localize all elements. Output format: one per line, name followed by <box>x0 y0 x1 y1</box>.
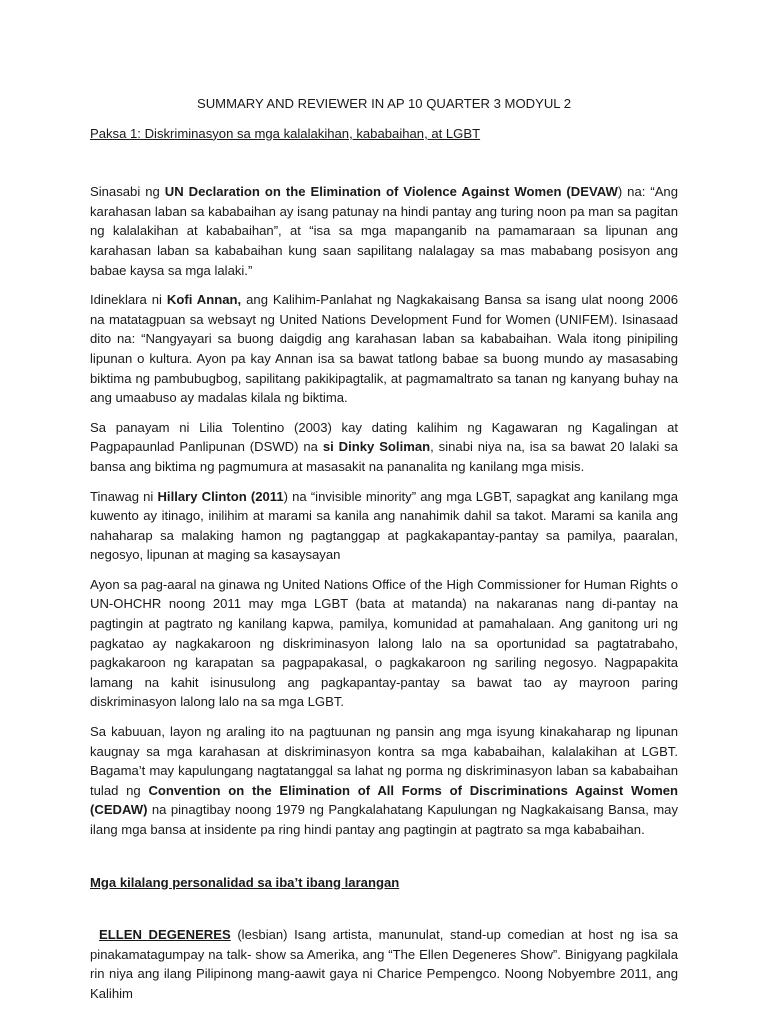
person-name: ELLEN DEGENERES <box>99 927 231 943</box>
document-content <box>90 94 678 1004</box>
paragraph-devaw: Sinasabi ng UN Declaration on the Elimination of Violence Against Women (DEVAW) na: “Ang karahasan laban sa kababaihan ay isang patunay na hindi pantay ang turing noon pa man sa pagitan ng kalalakihan at kababaihan”, at “isa sa mga mapanganib na pamamaraan sa lipunan ang karahasan laban sa kababaihan kung saan sapilitang nalalagay sa mas mababang posisyon ang babae kaysa sa mga lalaki.” <box>90 184 678 278</box>
paragraph-clinton: Tinawag ni Hillary Clinton (2011) na “invisible minority” ang mga LGBT, sapagkat ang kanilang mga kuwento ay itinago, inilihim at marami sa kanila ang nanahimik dahil sa takot. Marami sa kanila ang nahaharap sa malaking hamon ng pagtanggap at pagkakapantay-pantay sa pamilya, paaralan, negosyo, lipunan at maging sa kasaysayan <box>90 488 678 563</box>
topic-heading: Paksa 1: Diskriminasyon sa mga kalalakihan, kababaihan, at LGBT <box>90 125 481 141</box>
paragraph-ellen: ELLEN DEGENERES (lesbian) Isang artista, manunulat, stand-up comedian at host ng isa sa pinakamatagumpay na talk- show sa Amerika, ang “The Ellen Degeneres Show”. Binigyang pagkilala rin niya ang ilang Pilipinong mang-aawit gaya ni Charice Pempengco. Noong Nobyembre 2011, ang Kalihim <box>90 927 679 1001</box>
paragraph-soliman: Sa panayam ni Lilia Tolentino (2003) kay dating kalihim ng Kagawaran ng Kagalingan at Pagpapaunlad Panlipunan (DSWD) na si Dinky Soliman, sinabi niya na, isa sa bawat 20 lalaki sa bansa ang biktima ng pagmumura at masasakit na pananalita ng kanilang mga misis. <box>90 419 678 474</box>
paragraph-cedaw: Sa kabuuan, layon ng araling ito na pagtuunan ng pansin ang mga isyung kinakaharap ng lipunan kaugnay sa mga karahasan at diskriminasyon kontra sa mga kababaihan, kalalakihan at LGBT. Bagama’t may kapulungang nagtatanggal sa lahat ng porma ng diskriminasyon laban sa kababaihan tulad ng Convention on the Elimination of All Forms of Discriminations Against Women (CEDAW) na pinagtibay noong 1979 ng Pangkalahatang Kapulungan ng Nagkakaisang Bansa, may ilang mga bansa at insidente pa ring hindi pantay ang pagtingin at pagtrato sa mga kababaihan. <box>90 724 678 837</box>
document-title: SUMMARY AND REVIEWER IN AP 10 QUARTER 3 MODYUL 2 <box>196 96 571 111</box>
paragraph-annan: Idineklara ni Kofi Annan, ang Kalihim-Panlahat ng Nagkakaisang Bansa sa isang ulat noong 2006 na matatagpuan sa websayt ng United Nations Development Fund for Women (UNIFEM). Isinasaad dito na: “Nangyayari sa buong daigdig ang karahasan laban sa kababaihan. Wala itong pinipiling lipunan o kultura. Ayon pa kay Annan isa sa bawat tatlong babae sa buong mundo ay masasabing biktima ng pambubugbog, sapilitang pakikipagtalik, at pagmamaltrato sa tanan ng kanyang buhay na ang umaabuso ay madalas kilala ng biktima. <box>90 292 678 406</box>
section-heading: Mga kilalang personalidad sa iba’t ibang larangan <box>90 874 400 890</box>
paragraph-ohchr: Ayon sa pag-aaral na ginawa ng United Nations Office of the High Commissioner for Human Rights o UN-OHCHR noong 2011 may mga LGBT (bata at matanda) na nakaranas nang di-pantay na pagtingin at pagtrato ng kanilang kapwa, pamilya, komunidad at pamahalaan. Ang ganitong uri ng pagkatao ay nagkakaroon ng diskriminasyon lalong lalo na sa oportunidad sa pagtatrabaho, pagkakaroon ng karapatan sa pagpapakasal, o pagkakaroon ng sariling negosyo. Nagpapakita lamang na kahit isinusulong ang pagkapantay-pantay sa bawat tao ay mayroon paring diskriminasyon lalong lalo na sa mga LGBT. <box>90 576 678 710</box>
